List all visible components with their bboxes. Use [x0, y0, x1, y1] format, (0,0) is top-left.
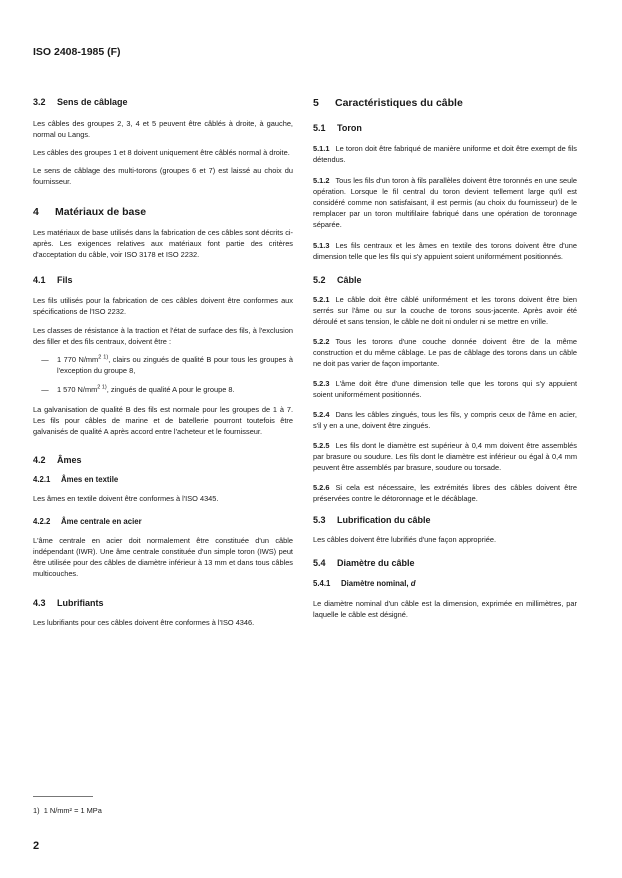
section-4-2-2-heading: 4.2.2 Âme centrale en acier	[33, 517, 142, 526]
right-column	[313, 92, 577, 620]
section-5-4-heading: 5.4 Diamètre du câble	[313, 558, 415, 568]
section-5-4-1-heading: 5.4.1 Diamètre nominal, d	[313, 579, 416, 588]
s4-paragraph-1: Les matériaux de base utilisés dans la fabrication de ces câbles sont décrits ci-après. Les exigences relatives aux matériaux font partie des critères d'acceptation du câble, voir ISO 3178 et ISO 2232.	[33, 228, 293, 259]
s525-paragraph: 5.2.5 Les fils dont le diamètre est supérieur à 0,4 mm doivent être assemblés par brasure ou soudure. Les fils dont le diamètre est inférieur ou égal à 0,4 mm peuvent être assemblés par brasure, soudure ou torsade.	[313, 441, 577, 472]
section-5-2-heading: 5.2 Câble	[313, 275, 362, 285]
s41-paragraph-1: Les fils utilisés pour la fabrication de ces câbles doivent être conformes aux spécifications de l'ISO 2232.	[33, 296, 293, 316]
section-3-2-heading: 3.2 Sens de câblage	[33, 97, 128, 107]
s32-paragraph-1: Les câbles des groupes 2, 3, 4 et 5 peuvent être câblés à droite, à gauche, normal ou Langs.	[33, 119, 293, 139]
s541-paragraph-1: Le diamètre nominal d'un câble est la dimension, exprimée en millimètres, par laquelle le câble est désigné.	[313, 599, 577, 619]
s32-paragraph-3: Le sens de câblage des multi-torons (groupes 6 et 7) est laissé au choix du fournisseur.	[33, 166, 293, 186]
section-4-2-1-heading: 4.2.1 Âmes en textile	[33, 475, 119, 484]
s421-paragraph-1: Les âmes en textile doivent être conformes à l'ISO 4345.	[33, 494, 219, 503]
s513-paragraph: 5.1.3 Les fils centraux et les âmes en textile des torons doivent être d'une dimension telle que les fils qui s'y appuient soient uniformément positionnés.	[313, 241, 577, 261]
list-item: — 1 770 $N/mm^{2 1)}$, clairs ou zingués de qualité B pour tous les groupes à l'exception du groupe 8,	[41, 354, 293, 375]
section-4-2-heading: 4.2 Âmes	[33, 455, 82, 465]
section-5-1-heading: 5.1 Toron	[313, 123, 362, 133]
section-4-3-heading: 4.3 Lubrifiants	[33, 598, 104, 608]
section-4-heading: 4 Matériaux de base	[33, 206, 147, 218]
s512-paragraph: 5.1.2 Tous les fils d'un toron à fils parallèles doivent être toronnés en une seule opération. Lorsque le fil central du toron devient tellement large qu'il est considéré comme non satisfaisant, il est permis (au choix du fournisseur) de le remplacer par un toron multifilaire fabriqué dans une opération de toronnage séparée.	[313, 176, 577, 229]
section-5-heading: 5 Caractéristiques du câble	[313, 97, 463, 109]
s32-paragraph-2: Les câbles des groupes 1 et 8 doivent uniquement être câblés normal à droite.	[33, 148, 290, 157]
list-item: — 1 570 $N/mm^{2 1)}$, zingués de qualité A pour le groupe 8.	[41, 384, 235, 394]
left-column	[33, 92, 293, 628]
page-number: 2	[33, 840, 40, 852]
s524-paragraph: 5.2.4 Dans les câbles zingués, tous les fils, y compris ceux de l'âme en acier, s'il y en a une, doivent être zingués.	[313, 410, 577, 430]
s53-paragraph-1: Les câbles doivent être lubrifiés d'une façon appropriée.	[313, 535, 497, 544]
section-4-1-heading: 4.1 Fils	[33, 275, 73, 285]
s41-paragraph-3: La galvanisation de qualité B des fils est normale pour les groupes de 1 à 7. Les fils pour câbles de marine et de batellerie pourront toutefois être galvanisés de qualité A après accord entre l'acheteur et le fournisseur.	[33, 405, 293, 436]
s526-paragraph: 5.2.6 Si cela est nécessaire, les extrémités libres des câbles doivent être préservées contre le détoronnage et le décâblage.	[313, 483, 577, 503]
section-5-3-heading: 5.3 Lubrification du câble	[313, 515, 431, 525]
s522-paragraph: 5.2.2 Tous les torons d'une couche donnée doivent être de la même construction et du même câblage. Le pas de câblage des torons dans un câble ne doit pas varier de façon importante.	[313, 337, 577, 368]
s43-paragraph-1: Les lubrifiants pour ces câbles doivent être conformes à l'ISO 4346.	[33, 618, 255, 627]
s41-paragraph-2: Les classes de résistance à la traction et l'état de surface des fils, à l'exclusion des filler et des fils centraux, doivent être :	[33, 326, 293, 346]
s521-paragraph: 5.2.1 Le câble doit être câblé uniformément et les torons doivent être bien serrés sur l'âme ou sur la couche de torons sous-jacente. Après avoir été déroulé et sans tension, le câble ne doit ni onduler ni se mettre en vrille.	[313, 295, 577, 326]
s523-paragraph: 5.2.3 L'âme doit être d'une dimension telle que les torons qui s'y appuient soient uniformément positionnés.	[313, 379, 577, 399]
running-header: ISO 2408-1985 (F)	[33, 46, 121, 58]
s511-paragraph: 5.1.1 Le toron doit être fabriqué de manière uniforme et doit être exempt de fils détendus.	[313, 144, 577, 164]
footnote-rule	[33, 796, 93, 797]
footnote: 1) 1 N/mm² = 1 MPa	[33, 806, 102, 815]
s422-paragraph-1: L'âme centrale en acier doit normalement être constituée d'un câble indépendant (IWR). Une âme centrale constituée d'un simple toron (IWS) peut être utilisée pour des câbles de diamètre inférieur à 13 mm et dans tous câbles multicouches.	[33, 536, 293, 578]
